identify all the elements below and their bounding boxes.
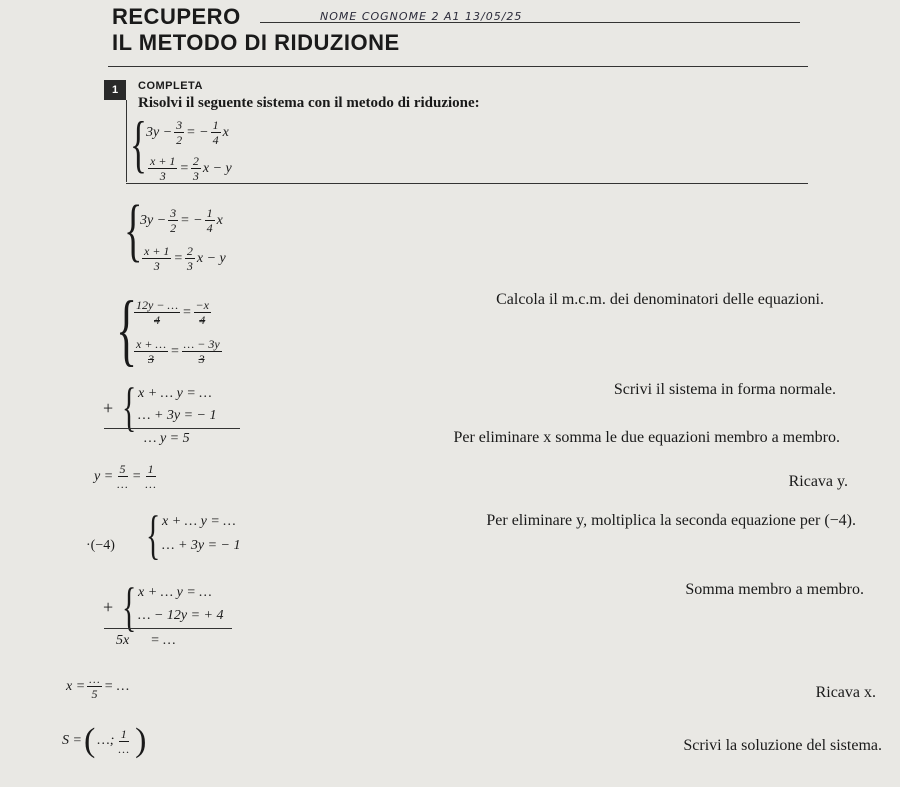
step5-note: Somma membro a membro. <box>685 581 864 598</box>
step1-brace: { <box>116 286 138 374</box>
step1-eq1: $\frac{12y - \dots}{4}$ = $\frac{-x}{4}$ <box>136 298 209 327</box>
step2-eq2: … + 3y = − 1 <box>138 408 217 423</box>
step5-eq2: … − 12y = + 4 <box>138 608 224 623</box>
title-divider <box>108 66 808 67</box>
step2-note2: Per eliminare x somma le due equazioni membro a membro. <box>453 429 840 446</box>
exercise-box-left <box>126 100 127 182</box>
exercise-label: COMPLETA <box>138 80 203 92</box>
system-eq1: 3y − $\frac{3}{2}$ = − $\frac{1}{4}$ x <box>146 118 229 147</box>
title-metodo: IL METODO DI RIDUZIONE <box>112 30 400 55</box>
exercise-instruction: Risolvi il seguente sistema con il metodo di riduzione: <box>138 95 480 111</box>
step2-eq1: x + … y = … <box>138 386 212 401</box>
step4-factor: ·(−4) <box>86 538 115 553</box>
step5-sum-line <box>104 628 232 629</box>
exercise-box-bottom <box>126 183 808 184</box>
step3-expression: y = $\frac{5}{\dots}$ = $\frac{1}{\dots}$ <box>94 462 156 491</box>
step2-result: … y = 5 <box>144 431 190 446</box>
step4-eq2: … + 3y = − 1 <box>162 538 241 553</box>
step6-expression: x = $\frac{\dots}{5}$ = … <box>66 672 130 701</box>
step2-note1: Scrivi il sistema in forma normale. <box>613 381 836 398</box>
step2-sum-line <box>104 428 240 429</box>
step5-plus: + <box>103 597 114 617</box>
system-copy-eq1: 3y − $\frac{3}{2}$ = − $\frac{1}{4}$ x <box>140 206 223 235</box>
step2-plus: + <box>103 398 114 418</box>
step4-eq1: x + … y = … <box>162 514 236 529</box>
step3-note: Ricava y. <box>788 473 848 490</box>
step1-eq2: $\frac{x + \dots}{3}$ = $\frac{\dots - 3y}{3}$ <box>136 337 220 366</box>
step5-eq1: x + … y = … <box>138 585 212 600</box>
step7-note: Scrivi la soluzione del sistema. <box>683 737 882 754</box>
title-recupero: RECUPERO <box>112 4 241 29</box>
step4-note: Per eliminare y, moltiplica la seconda equazione per (−4). <box>486 512 856 529</box>
step5-result: 5x = … <box>116 633 176 648</box>
handwritten-name: NOME COGNOME 2 A1 13/05/25 <box>320 10 523 23</box>
system-eq2: $\frac{x + 1}{3}$ = $\frac{2}{3}$ x − y <box>150 154 232 183</box>
system-copy-eq2: $\frac{x + 1}{3}$ = $\frac{2}{3}$ x − y <box>144 244 226 273</box>
name-line <box>260 22 800 23</box>
step5-brace: { <box>122 577 137 637</box>
system-copy-brace: { <box>124 192 143 269</box>
exercise-number: 1 <box>104 80 126 100</box>
step4-brace: { <box>146 505 161 565</box>
step2-brace: { <box>122 377 137 437</box>
step6-note: Ricava x. <box>815 684 876 701</box>
step7-expression: S = ( …; $\frac{1}{\dots}$ ) <box>62 722 147 759</box>
step1-note: Calcola il m.c.m. dei denominatori delle equazioni. <box>496 291 824 308</box>
system-brace: { <box>130 108 147 179</box>
